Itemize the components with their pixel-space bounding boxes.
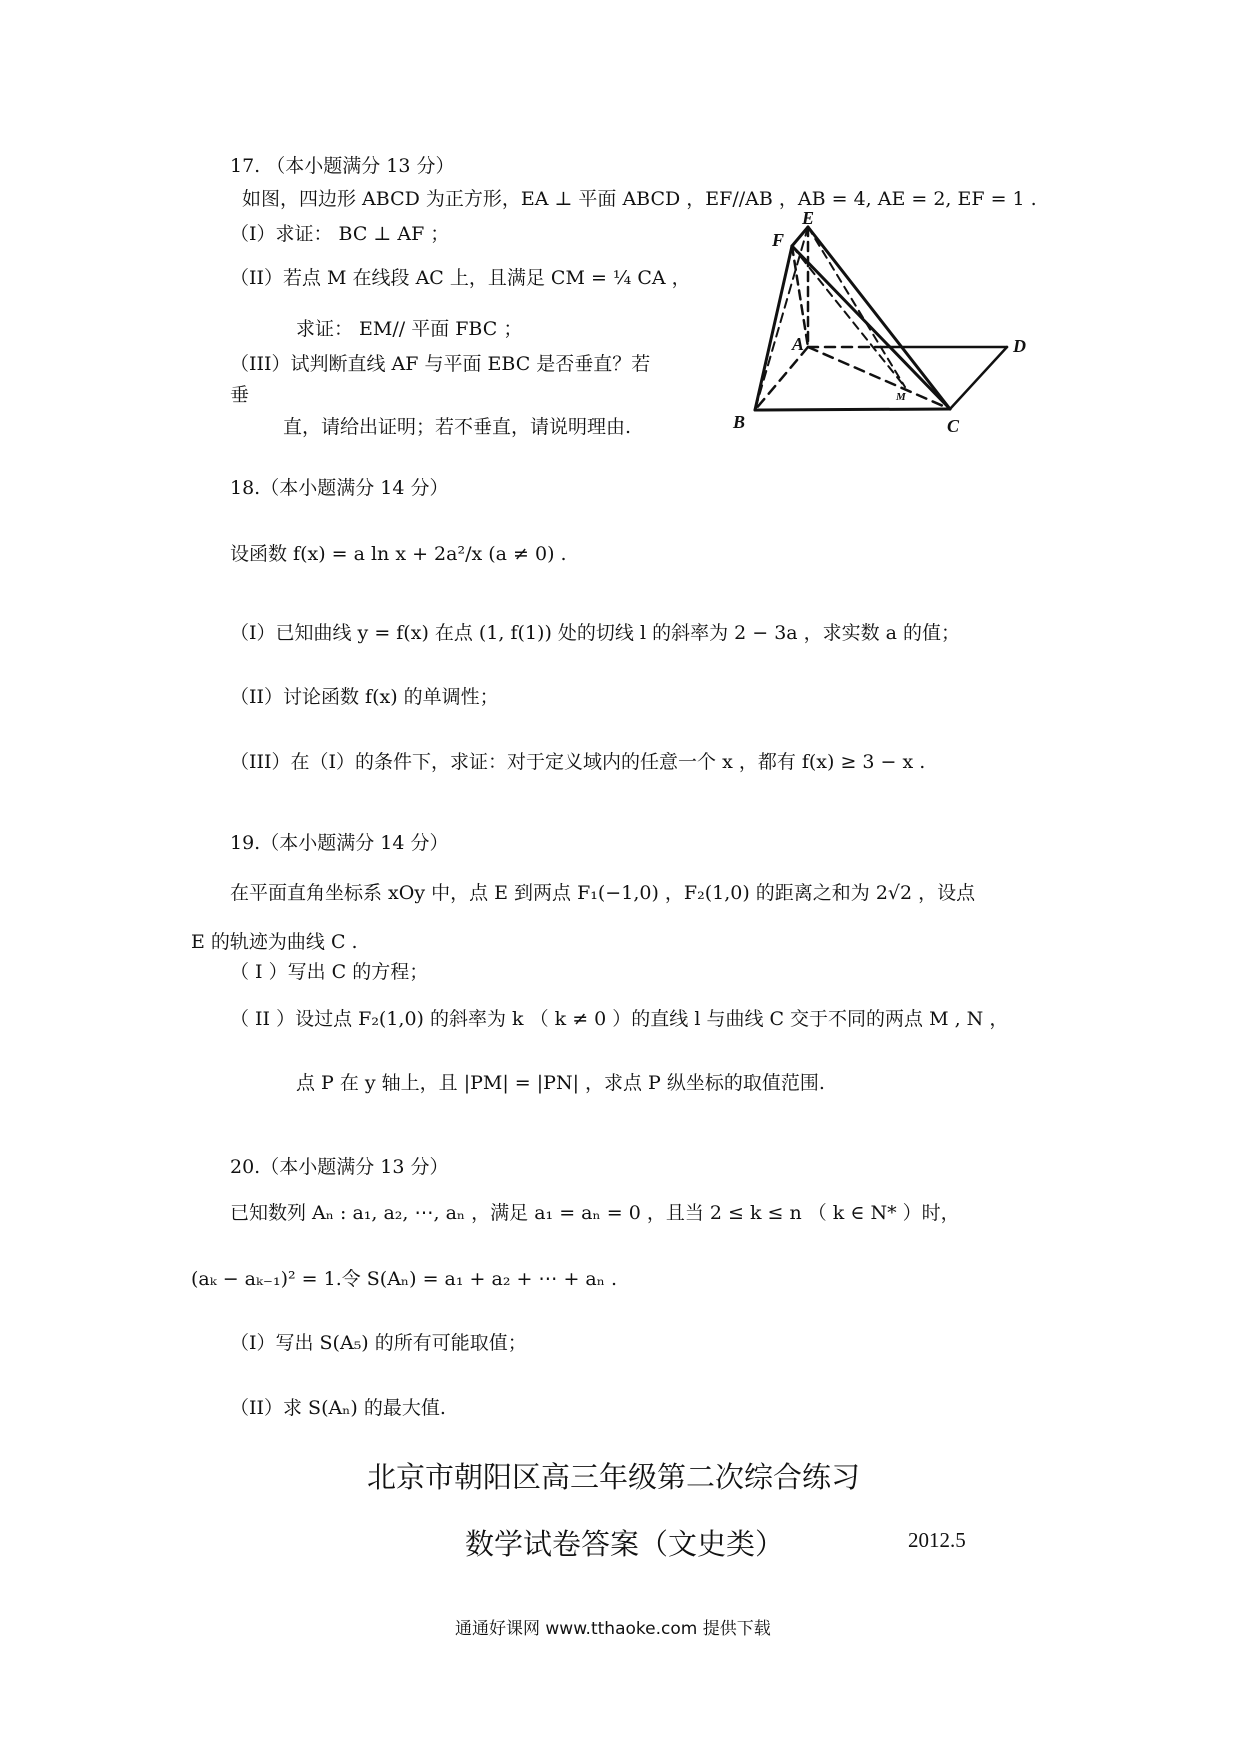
q17-part3: （III）试判断直线 AF 与平面 EBC 是否垂直？若 [230,353,651,375]
pyramid-figure [725,208,1045,442]
label-F: F [772,230,785,250]
q18-header: 18.（本小题满分 14 分） [230,477,449,499]
label-A: A [792,334,805,354]
q18-function: 设函数 f(x) = a ln x + 2a²/x (a ≠ 0) . [230,543,567,565]
label-B: B [733,412,746,432]
q19-intro: 在平面直角坐标系 xOy 中，点 E 到两点 F₁(−1,0) ，F₂(1,0) 的距离之和为 2√2 ，设点 [230,882,976,904]
q20-intro-cont: (aₖ − aₖ₋₁)² = 1.令 S(Aₙ) = a₁ + a₂ + ⋯ + aₙ . [191,1268,618,1290]
q19-part1: （ I ）写出 C 的方程； [230,961,429,983]
q19-header: 19.（本小题满分 14 分） [230,832,449,854]
q18-part2: （II）讨论函数 f(x) 的单调性； [230,686,499,708]
q17-intro: 如图，四边形 ABCD 为正方形，EA ⊥ 平面 ABCD ，EF//AB ，AB = 4, AE = 2, EF = 1 . [242,188,1037,210]
q17-part3-cont: 垂 [230,384,250,406]
q19-part2-cont: 点 P 在 y 轴上，且 |PM| = |PN| ，求点 P 纵坐标的取值范围. [296,1072,825,1094]
label-D: D [1013,336,1026,356]
q17-part2-proof: 求证： EM// 平面 FBC ； [296,318,523,340]
q17-part2: （II）若点 M 在线段 AC 上，且满足 CM = ¼ CA ， [230,267,691,289]
footer-source: 通通好课网 www.tthaoke.com 提供下载 [455,1619,771,1639]
label-E: E [802,208,815,228]
answer-title-line2: 数学试卷答案（文史类） [465,1527,785,1561]
answer-date: 2012.5 [908,1528,966,1552]
q20-part1: （I）写出 S(A₅) 的所有可能取值； [230,1332,527,1354]
label-C: C [947,416,960,436]
q17-part3-end: 直，请给出证明；若不垂直，请说明理由. [283,416,632,438]
q18-part1: （I）已知曲线 y = f(x) 在点 (1, f(1)) 处的切线 l 的斜率为 2 − 3a ，求实数 a 的值； [230,622,961,644]
q18-part3: （III）在（I）的条件下，求证：对于定义域内的任意一个 x ，都有 f(x) ≥ 3 − x . [230,751,926,773]
q20-header: 20.（本小题满分 13 分） [230,1156,449,1178]
q17-header: 17. （本小题满分 13 分） [230,155,455,177]
q19-intro-cont: E 的轨迹为曲线 C . [191,931,358,953]
q17-part1: （I）求证： BC ⊥ AF ； [230,223,450,245]
q20-part2: （II）求 S(Aₙ) 的最大值. [230,1397,446,1419]
q19-part2: （ II ）设过点 F₂(1,0) 的斜率为 k （ k ≠ 0 ）的直线 l 与曲线 C 交于不同的两点 M , N ， [230,1008,1009,1030]
label-M: M [896,391,906,403]
answer-title-line1: 北京市朝阳区高三年级第二次综合练习 [367,1460,861,1494]
q20-intro: 已知数列 Aₙ : a₁, a₂, ⋯, aₙ ，满足 a₁ = aₙ = 0 ，且当 2 ≤ k ≤ n （ k ∈ N* ）时， [230,1202,960,1224]
